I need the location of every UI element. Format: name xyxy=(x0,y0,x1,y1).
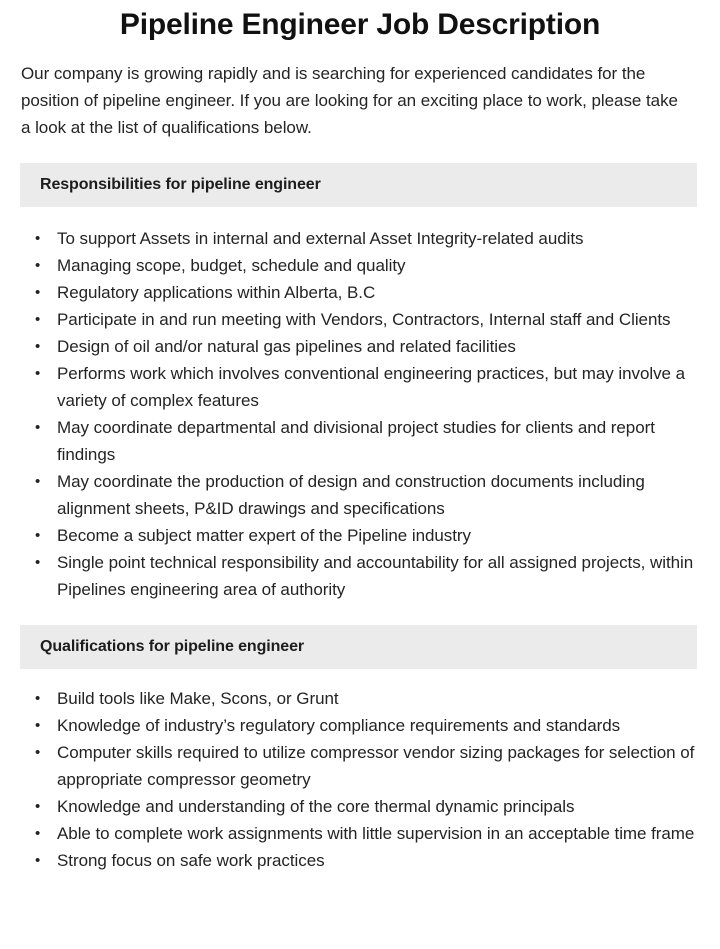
list-item: • Knowledge and understanding of the core thermal dynamic principals xyxy=(45,793,700,820)
list-item: • Single point technical responsibility and accountability for all assigned projects, within Pipelines engineering area of authority xyxy=(45,549,700,603)
list-item: • Performs work which involves conventional engineering practices, but may involve a variety of complex features xyxy=(45,360,700,414)
page-title: Pipeline Engineer Job Description xyxy=(119,8,601,41)
section-header-qualifications xyxy=(20,625,697,669)
section-qualifications xyxy=(0,625,720,874)
list-item: • Become a subject matter expert of the Pipeline industry xyxy=(45,522,700,549)
list-item: • Design of oil and/or natural gas pipelines and related facilities xyxy=(45,333,700,360)
list-item: • Able to complete work assignments with little supervision in an acceptable time frame xyxy=(45,820,700,847)
list-item: • May coordinate the production of design and construction documents including alignment sheets, P&ID drawings and specifications xyxy=(45,468,700,522)
list-item: • Managing scope, budget, schedule and quality xyxy=(45,252,700,279)
list-item: • Knowledge of industry’s regulatory compliance requirements and standards xyxy=(45,712,700,739)
section-header-label: Responsibilities for pipeline engineer xyxy=(40,176,321,193)
intro-paragraph: Our company is growing rapidly and is searching for experienced candidates for the position of pipeline engineer. If you are looking for an exciting place to work, please take a look at the list of qualifications below. xyxy=(21,64,678,137)
section-responsibilities xyxy=(0,163,720,603)
section-header-responsibilities xyxy=(20,163,697,207)
list-item: • To support Assets in internal and external Asset Integrity-related audits xyxy=(45,225,700,252)
list-item: • Build tools like Make, Scons, or Grunt xyxy=(45,685,700,712)
responsibilities-list xyxy=(0,207,720,603)
list-item: • Regulatory applications within Alberta, B.C xyxy=(45,279,700,306)
list-item: • Computer skills required to utilize compressor vendor sizing packages for selection of appropriate compressor geometry xyxy=(45,739,700,793)
section-header-label: Qualifications for pipeline engineer xyxy=(40,638,305,655)
list-item: • Strong focus on safe work practices xyxy=(45,847,700,874)
list-item: • Participate in and run meeting with Vendors, Contractors, Internal staff and Clients xyxy=(45,306,700,333)
list-item: • May coordinate departmental and divisional project studies for clients and report findings xyxy=(45,414,700,468)
qualifications-list xyxy=(0,669,720,874)
